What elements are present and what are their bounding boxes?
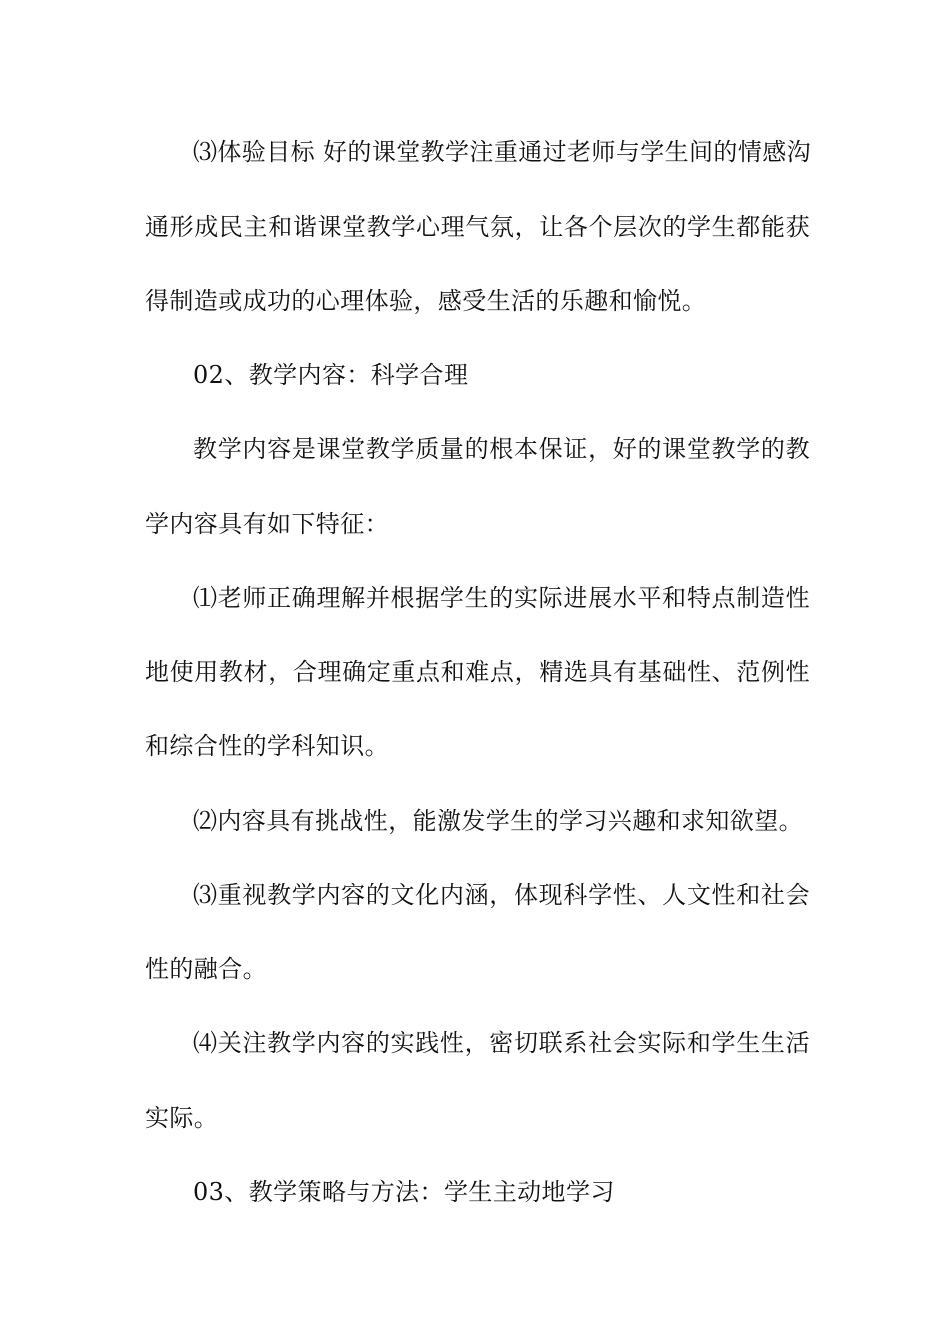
section-heading: 03、教学策略与方法：学生主动地学习 <box>193 1178 615 1206</box>
text-line: 实际。 <box>145 1104 219 1132</box>
section-heading: 02、教学内容：科学合理 <box>193 361 469 389</box>
text-line: 学内容具有如下特征： <box>145 510 389 538</box>
text-line: 通形成民主和谐课堂教学心理气氛，让各个层次的学生都能获 <box>145 213 810 241</box>
text-line: ⑶体验目标 好的课堂教学注重通过老师与学生间的情感沟 <box>193 138 812 166</box>
text-line: ⑴老师正确理解并根据学生的实际进展水平和特点制造性 <box>193 584 810 612</box>
text-line: 和综合性的学科知识。 <box>145 732 389 760</box>
text-line: 性的融合。 <box>145 955 267 983</box>
text-line: 地使用教材，合理确定重点和难点，精选具有基础性、范例性 <box>145 658 810 686</box>
text-line: ⑶重视教学内容的文化内涵，体现科学性、人文性和社会 <box>193 881 810 909</box>
text-line: ⑵内容具有挑战性，能激发学生的学习兴趣和求知欲望。 <box>193 807 803 835</box>
text-line: 教学内容是课堂教学质量的根本保证，好的课堂教学的教 <box>193 435 810 463</box>
text-line: 得制造或成功的心理体验，感受生活的乐趣和愉悦。 <box>145 287 707 315</box>
text-line: ⑷关注教学内容的实践性，密切联系社会实际和学生生活 <box>193 1029 810 1057</box>
